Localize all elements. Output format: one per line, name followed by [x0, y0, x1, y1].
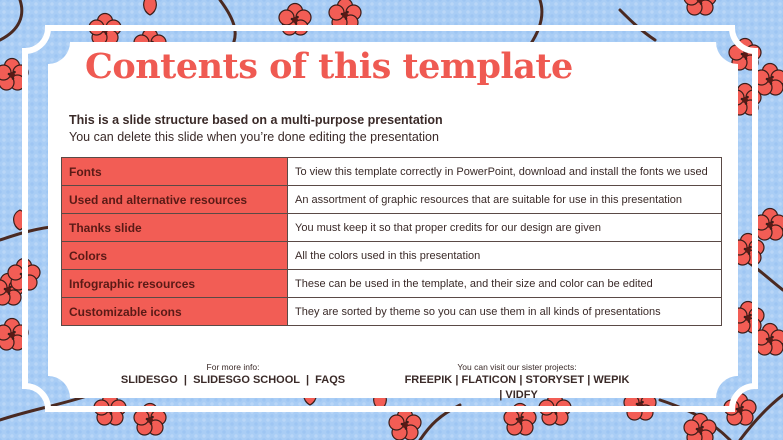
- table-row: [62, 298, 722, 326]
- table-row: [62, 186, 722, 214]
- footer-left-links: [120, 373, 346, 388]
- link-vidfy[interactable]: VIDFY: [505, 389, 538, 401]
- row-label: Used and alternative resources: [62, 186, 288, 214]
- contents-table: [61, 157, 722, 326]
- subtitle-bold: This is a slide structure based on a multi-purpose presentation: [69, 113, 443, 127]
- separator: |: [177, 374, 194, 386]
- link-storyset[interactable]: STORYSET: [525, 374, 585, 386]
- row-label: Infographic resources: [62, 270, 288, 298]
- separator: |: [496, 389, 506, 401]
- row-description: You must keep it so that proper credits for our design are given: [288, 214, 722, 242]
- footer-right-links: [398, 373, 636, 403]
- table-row: [62, 270, 722, 298]
- link-slidesgo[interactable]: SLIDESGO: [120, 374, 178, 386]
- subtitle-regular: You can delete this slide when you’re done editing the presentation: [69, 130, 439, 144]
- row-label: Customizable icons: [62, 298, 288, 326]
- slide-title: Contents of this template: [85, 46, 573, 87]
- footer-left-caption: For more info:: [206, 362, 260, 372]
- footer-more-info: [120, 362, 346, 388]
- link-flaticon[interactable]: FLATICON: [461, 374, 517, 386]
- link-wepik[interactable]: WEPIK: [593, 374, 630, 386]
- link-freepik[interactable]: FREEPIK: [404, 374, 453, 386]
- table-row: [62, 242, 722, 270]
- row-label: Thanks slide: [62, 214, 288, 242]
- row-description: An assortment of graphic resources that are suitable for use in this presentation: [288, 186, 722, 214]
- row-description: They are sorted by theme so you can use them in all kinds of presentations: [288, 298, 722, 326]
- link-slidesgo-school[interactable]: SLIDESGO SCHOOL: [193, 374, 300, 386]
- footer-sister-projects: [398, 362, 636, 403]
- separator: |: [516, 374, 526, 386]
- link-faqs[interactable]: FAQS: [315, 374, 346, 386]
- row-description: These can be used in the template, and their size and color can be edited: [288, 270, 722, 298]
- separator: |: [452, 374, 462, 386]
- table-row: [62, 214, 722, 242]
- table-row: [62, 158, 722, 186]
- row-description: All the colors used in this presentation: [288, 242, 722, 270]
- footer-right-caption: You can visit our sister projects:: [457, 362, 577, 372]
- slide-subtitle: [69, 112, 443, 146]
- row-description: To view this template correctly in PowerPoint, download and install the fonts we used: [288, 158, 722, 186]
- separator: |: [299, 374, 316, 386]
- row-label: Colors: [62, 242, 288, 270]
- separator: |: [584, 374, 594, 386]
- row-label: Fonts: [62, 158, 288, 186]
